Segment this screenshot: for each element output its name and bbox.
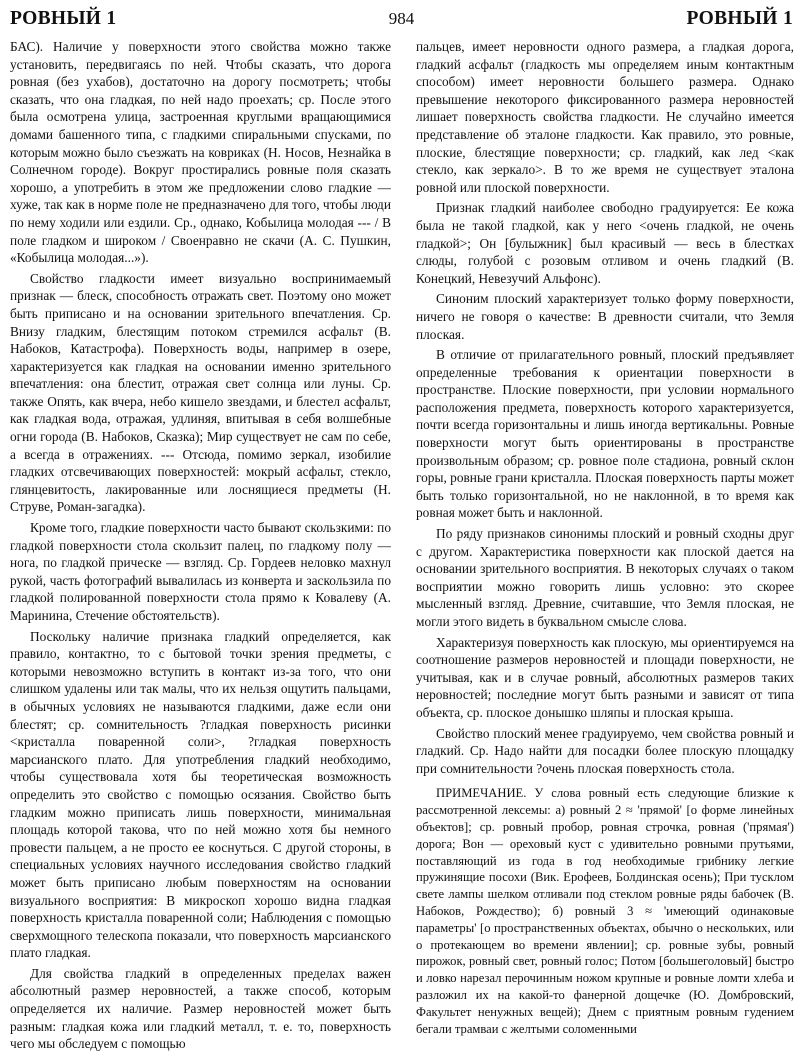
paragraph: БАС). Наличие у поверхности этого свойства можно также установить, передвигаясь по ней. Чтобы сказать, что дорога ровная (без ухабов), достаточно на дорогу посмотреть; чтобы сказать, что она гладкая, по ней надо проехать; ср. После этого была осмотрена улица, застроенная круглыми вращающимися домами башенного типа, с гладкими спиральными спусками, по которым можно было съезжать на ковриках (Н. Носов, Незнайка в Солнечном городе). Вокруг простирались ровные поля сказать хорошо, а употребить в этом же предложении слово гладкие — хуже, так как в норме поле не предназначено для того, чтобы люди по нему ходили или ездили. Ср., однако, Кобылица молодая --- / В поле гладком и широком / Своенравно не скачи (А. С. Пушкин, «Кобылица молодая...»). [10,39,391,266]
paragraph: Для свойства гладкий в определенных пределах важен абсолютный размер неровностей, а также способ, которым определяется их наличие. Размер неровностей может быть разным: гладкая кожа или гладкий металл, т. е. то, поверхность чего мы обследуем с помощью [10,965,391,1052]
paragraph: Признак гладкий наиболее свободно градуируется: Ее кожа была не такой гладкой, как у него <очень гладкой, не очень гладкой>; Он [булыжник] был красивый — весь в блестках слюды, голубой с розовым отливом и очень гладкий (В. Конецкий, Невезучий Альфонс). [416,200,794,286]
paragraph: Свойство гладкости имеет визуально воспринимаемый признак — блеск, способность отражать свет. Поэтому оно может быть приписано и на основании зрительного впечатления. Ср. Внизу гладким, блестящим потоком стремился асфальт (В. Набоков, Катастрофа). Поверхность воды, например в озере, характеризуется как гладкая на основании именно зрительного впечатления: она блестит, отражая свет солнца или луны. Ср. также Опять, как вчера, небо кишело звездами, и блестел асфальт, как гладкая вода, отражая, удлиняя, впитывая в себя волшебные огни города (В. Набоков, Сказка); Мир существует не сам по себе, а всегда в отражениях. --- Отсюда, помимо зеркал, изобилие гладких отсвечивающих поверхностей: мокрый асфальт, стекло, глянцевитость, лакированные или лоснящиеся предметы (Н. Струве, Роман-загадка). [10,270,391,515]
right-running-headword: РОВНЫЙ 1 [686,8,793,29]
right-column [416,38,794,1056]
left-column [10,38,391,1056]
note-paragraph: ПРИМЕЧАНИЕ. У слова ровный есть следующие близкие к рассмотренной лексемы: а) ровный 2 ≈ 'прямой' [о форме линейных объектов]; ср. ровный пробор, ровная строчка, ровная ('прямая') дорога; Вон — ореховый куст с удивительно ровными прутьями, поставляющий из года в год необходимые грибнику легкие пружинящие посохи (Вик. Ерофеев, Болдинская осень); При тусклом свете лампы шелком отливали под стеклом ровные ряды бабочек (В. Набоков, Рождество); б) ровный 3 ≈ 'имеющий одинаковые параметры' [о пространственных объектах, обычно о нескольких, или о протекающем во времени явлении]; ср. ровные зубы, ровный пирожок, ровный свет, ровный голос; Потом [большеголовый] быстро и ловко нарезал перочинным ножом крупные и ровные ломти хлеба и разложил их на какой-то фанерной дощечке (Ю. Домбровский, Факультет ненужных вещей); Днем с приятным ровным гудением бегали трамваи с желтыми соломенными [416,786,794,1036]
paragraph: пальцев, имеет неровности одного размера, а гладкая дорога, гладкий асфальт (гладкость мы определяем иным контактным способом) имеет неровности большего размера. Однако превышение некоторого фиксированного размера неровностей лишает поверхность свойства гладкости. Не случайно имеется представление об эталоне гладкости. Как правило, это ровные, плоские, блестящие поверхности; ср. гладкий, как лед <как стекло, как зеркало>. В то же время не существует эталона ровной или плоской поверхности. [416,39,794,195]
paragraph: По ряду признаков синонимы плоский и ровный сходны друг с другом. Характеристика поверхности как плоской дается на основании зрительного восприятия. В некоторых случаях о таком восприятии можно говорить лишь условно: это скорее мысленный взгляд. Древние, считавшие, что Земля плоская, не могли этого видеть в буквальном смысле слова. [416,526,794,629]
paragraph: В отличие от прилагательного ровный, плоский предъявляет определенные требования к ориентации поверхности в пространстве. Плоские поверхности, при условии нормального расположения предмета, поверхность которого характеризуется, почти всегда горизонтальны и лишь иногда вертикальны. Ровные поверхности могут быть ориентированы в пространстве произвольным образом; ср. ровное поле стадиона, ровный склон горы, ровные грани кристалла. Плоская поверхность парты может быть только горизонтальной, но не наклонной, в то время как ровная может быть и наклонной. [416,347,794,521]
paragraph: Свойство плоский менее градуируемо, чем свойства ровный и гладкий. Ср. Надо найти для посадки более плоскую площадку при сомнительности ?очень плоская поверхность стола. [416,725,794,776]
page-number: 984 [388,9,415,28]
paragraph: Характеризуя поверхность как плоскую, мы ориентируемся на соотношение размеров неровностей и площади поверхности, не учитывая, как и в случае ровный, абсолютных размеров таких неровностей; последние могут быть разными и зависят от типа объекта, ср. плоское донышко шляпы и плоская крыша. [416,634,794,720]
left-running-headword: РОВНЫЙ 1 [10,8,117,29]
paragraph: Синоним плоский характеризует только форму поверхности, ничего не говоря о качестве: В древности считали, что Земля плоская. [416,291,794,342]
page-header [10,8,793,34]
paragraph: Кроме того, гладкие поверхности часто бывают скользкими: по гладкой поверхности стола скользит палец, по гладкому полу — нога, по гладкой прическе — взгляд. Ср. Гордеев неловко махнул рукой, часть фотографий вывалилась из конверта и заскользила по гладкой полированной поверхности стола прямо к Ковалеву (А. Маринина, Стечение обстоятельств). [10,520,391,623]
paragraph: Поскольку наличие признака гладкий определяется, как правило, контактно, то с бытовой точки зрения предметы, с которыми невозможно вступить в контакт из-за того, что они слишком удалены или так малы, что их нельзя ощутить пальцами, в обычных условиях не называются гладкими, даже если они блестят; ср. сомнительность ?гладкая поверхность рисинки <кристалла поваренной соли>, ?гладкая поверхность марсианского плато. Для употребления гладкий необходимо, чтобы существовала хотя бы теоретическая возможность определить это свойство с помощью осязания. Свойство быть гладким можно приписать лишь поверхности, минимальная площадь которой такова, что по ней можно хотя бы немного провести пальцем, а не просто ее коснуться. С другой стороны, в специальных условиях научного исследования свойство гладкий может быть приписано любым поверхностям на основании визуального восприятия: В микроскоп хорошо видна гладкая поверхность кристалла поваренной соли; Наблюдения с помощью сверхмощного телескопа показали, что поверхность марсианского плато гладкая. [10,628,391,961]
